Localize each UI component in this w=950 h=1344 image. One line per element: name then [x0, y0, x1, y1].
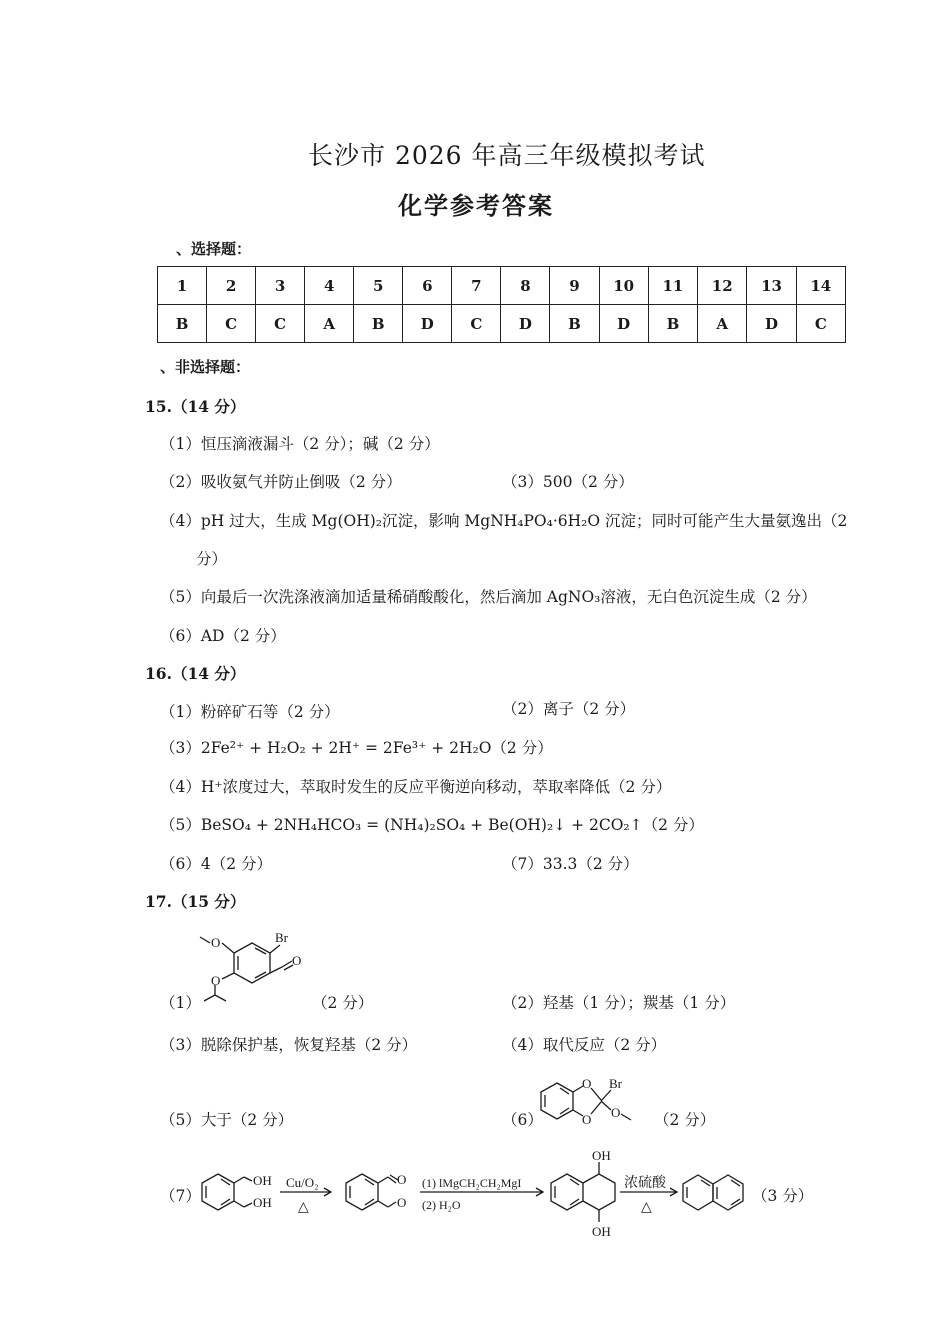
- table-cell: 11: [648, 267, 697, 305]
- table-cell: 2: [207, 267, 256, 305]
- section-heading-choice: 、选择题：: [176, 240, 252, 258]
- q17-structure-6: [535, 1068, 655, 1128]
- q15-answer-3: （3）500（2 分）: [502, 473, 634, 491]
- section-heading-nonchoice: 、非选择题：: [160, 358, 251, 376]
- table-row-numbers: [158, 267, 846, 305]
- q15-answer-6: （6）AD（2 分）: [160, 627, 286, 645]
- q16-answer-3: （3）2Fe²⁺ + H₂O₂ + 2H⁺ = 2Fe³⁺ + 2H₂O（2 分）: [160, 739, 553, 757]
- page-subtitle: 化学参考答案: [398, 191, 554, 220]
- oxygen-label: O: [211, 935, 221, 950]
- q15-answer-4-cont: 分）: [196, 550, 228, 568]
- table-cell: D: [747, 305, 796, 343]
- q17-structure-1: [180, 925, 320, 1005]
- q16-answer-4: （4）H⁺浓度过大，萃取时发生的反应平衡逆向移动，萃取率降低（2 分）: [160, 778, 672, 796]
- q17-answer-6-label: （6）: [502, 1111, 543, 1129]
- q17-answer-3: （3）脱除保护基，恢复羟基（2 分）: [160, 1036, 418, 1054]
- question-15-heading: 15.（14 分）: [145, 397, 246, 416]
- table-cell: A: [698, 305, 747, 343]
- reagent-label: Cu/O₂: [286, 1175, 319, 1190]
- table-cell: D: [501, 305, 550, 343]
- q15-answer-2: （2）吸收氨气并防止倒吸（2 分）: [160, 473, 402, 491]
- q17-answer-1-score: （2 分）: [312, 994, 374, 1012]
- table-cell: 10: [599, 267, 648, 305]
- q16-answer-6: （6）4（2 分）: [160, 855, 273, 873]
- table-cell: B: [354, 305, 403, 343]
- table-cell: B: [550, 305, 599, 343]
- q17-answer-2: （2）羟基（1 分）；羰基（1 分）: [502, 994, 736, 1012]
- question-17-heading: 17.（15 分）: [145, 892, 246, 911]
- oxygen-label: O: [582, 1112, 592, 1127]
- table-cell: 6: [403, 267, 452, 305]
- hydroxyl-label: OH: [592, 1224, 611, 1239]
- oxygen-label: O: [582, 1076, 592, 1091]
- q15-answer-4: （4）pH 过大，生成 Mg(OH)₂沉淀，影响 MgNH₄PO₄·6H₂O 沉淀；同时可能产生大量氨逸出（2: [160, 512, 848, 530]
- table-row-answers: [158, 305, 846, 343]
- table-cell: D: [403, 305, 452, 343]
- q17-answer-6-score: （2 分）: [654, 1111, 716, 1129]
- table-cell: C: [452, 305, 501, 343]
- q15-answer-5: （5）向最后一次洗涤液滴加适量稀硝酸酸化，然后滴加 AgNO₃溶液，无白色沉淀生成（2 分）: [160, 588, 817, 606]
- table-cell: 3: [256, 267, 305, 305]
- table-cell: 7: [452, 267, 501, 305]
- table-cell: 9: [550, 267, 599, 305]
- table-cell: C: [796, 305, 845, 343]
- question-16-heading: 16.（14 分）: [145, 664, 246, 683]
- heat-symbol: △: [641, 1200, 652, 1215]
- reagent-label: 浓硫酸: [624, 1176, 666, 1191]
- table-cell: 12: [698, 267, 747, 305]
- heat-symbol: △: [298, 1200, 309, 1215]
- hydroxyl-label: OH: [592, 1148, 611, 1163]
- q17-answer-7-label: （7）: [160, 1187, 201, 1205]
- table-cell: A: [305, 305, 354, 343]
- oxygen-label: O: [211, 973, 221, 988]
- q17-answer-1-label: （1）: [160, 994, 201, 1012]
- reagent-label: (1) lMgCH₂CH₂MgI: [422, 1176, 522, 1190]
- hydroxyl-label: OH: [253, 1173, 272, 1188]
- bromine-label: Br: [609, 1076, 622, 1091]
- table-cell: B: [648, 305, 697, 343]
- table-cell: B: [158, 305, 207, 343]
- table-cell: C: [207, 305, 256, 343]
- answer-table: [157, 266, 846, 343]
- oxygen-label: O: [292, 953, 302, 968]
- page-title: 长沙市 2026 年高三年级模拟考试: [308, 141, 706, 170]
- hydroxyl-label: OH: [253, 1195, 272, 1210]
- reagent-label: (2) H₂O: [422, 1198, 461, 1212]
- q17-answer-7-score: （3 分）: [752, 1187, 814, 1205]
- q16-answer-7: （7）33.3（2 分）: [502, 855, 639, 873]
- q16-answer-5: （5）BeSO₄ + 2NH₄HCO₃ = (NH₄)₂SO₄ + Be(OH)₂↓ + 2CO₂↑（2 分）: [160, 816, 704, 834]
- table-cell: 5: [354, 267, 403, 305]
- table-cell: D: [599, 305, 648, 343]
- oxygen-label: O: [611, 1105, 621, 1120]
- table-cell: 8: [501, 267, 550, 305]
- q16-answer-1: （1）粉碎矿石等（2 分）: [160, 703, 340, 721]
- oxygen-label: O: [397, 1195, 407, 1210]
- q15-answer-1: （1）恒压滴液漏斗（2 分）；碱（2 分）: [160, 435, 440, 453]
- q16-answer-2: （2）离子（2 分）: [502, 700, 636, 718]
- table-cell: 1: [158, 267, 207, 305]
- table-cell: 4: [305, 267, 354, 305]
- q17-answer-5: （5）大于（2 分）: [160, 1111, 294, 1129]
- oxygen-label: O: [397, 1172, 407, 1187]
- bromine-label: Br: [275, 930, 288, 945]
- table-cell: 14: [796, 267, 845, 305]
- table-cell: 13: [747, 267, 796, 305]
- q17-answer-4: （4）取代反应（2 分）: [502, 1036, 667, 1054]
- table-cell: C: [256, 305, 305, 343]
- q17-synthesis-scheme: [190, 1148, 810, 1243]
